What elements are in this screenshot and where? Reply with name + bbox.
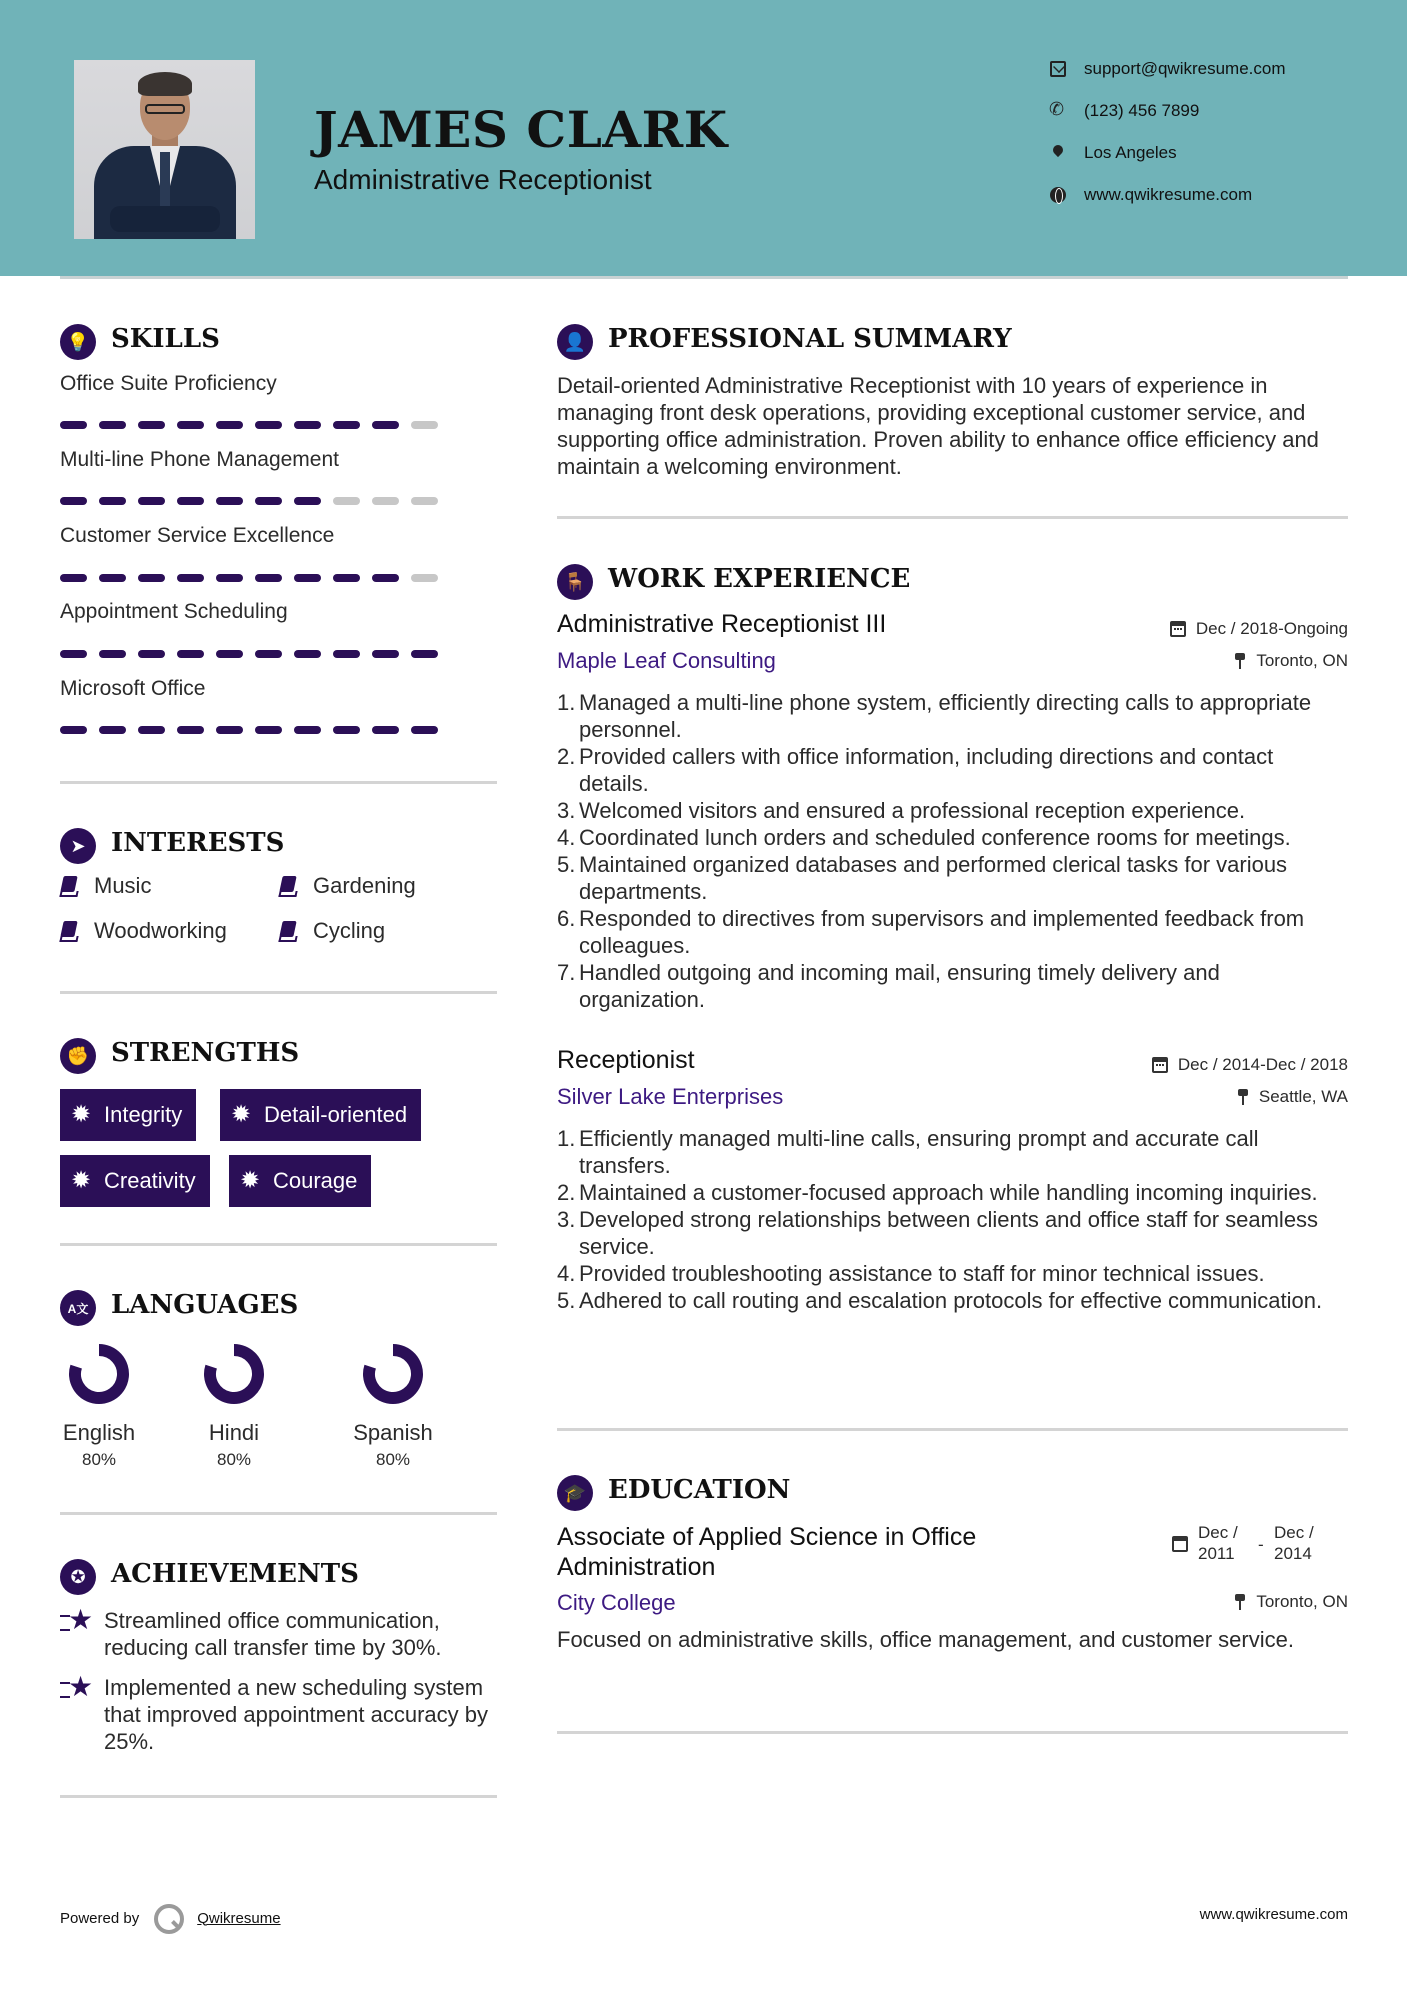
contact-location bbox=[1050, 140, 1177, 166]
language-ring-arc bbox=[369, 1350, 417, 1398]
skill-dash bbox=[60, 574, 87, 582]
candidate-name: JAMES CLARK bbox=[314, 100, 728, 159]
duty-item bbox=[557, 1287, 1347, 1314]
skill-label: Multi-line Phone Management bbox=[60, 448, 339, 471]
skill-dash bbox=[177, 650, 204, 658]
education-description: Focused on administrative skills, office management, and customer service. bbox=[557, 1627, 1294, 1652]
strength-chip bbox=[60, 1089, 196, 1141]
duty-number: 1. bbox=[557, 1126, 576, 1151]
skill-dash bbox=[177, 574, 204, 582]
star-icon bbox=[60, 1609, 94, 1639]
skill-dash bbox=[372, 574, 399, 582]
education-location bbox=[1234, 1592, 1348, 1612]
skill-dash bbox=[216, 421, 243, 429]
skill-dash bbox=[294, 726, 321, 734]
duty-text: Efficiently managed multi-line calls, ensuring prompt and accurate call transfers. bbox=[579, 1126, 1259, 1178]
skill-dash bbox=[333, 421, 360, 429]
footer-url[interactable]: www.qwikresume.com bbox=[1199, 1906, 1348, 1923]
interest-label: Cycling bbox=[313, 918, 386, 943]
brand-link[interactable]: Qwikresume bbox=[197, 1909, 281, 1927]
duty-item bbox=[557, 689, 1347, 743]
job-title: Receptionist bbox=[557, 1046, 695, 1074]
globe-icon bbox=[1050, 187, 1066, 203]
skill-dash bbox=[138, 421, 165, 429]
interest-item bbox=[279, 873, 416, 899]
skill-dash bbox=[255, 650, 282, 658]
header-divider bbox=[60, 276, 1348, 279]
job-location bbox=[1234, 651, 1348, 671]
duty-text: Developed strong relationships between clients and office staff for seamless service. bbox=[579, 1207, 1319, 1259]
badge-icon bbox=[72, 1171, 92, 1191]
language-name: English bbox=[62, 1420, 136, 1445]
job-company: Maple Leaf Consulting bbox=[557, 648, 776, 673]
book-icon bbox=[279, 876, 297, 896]
job-company: Silver Lake Enterprises bbox=[557, 1084, 784, 1109]
education-location-text: Toronto, ON bbox=[1256, 1592, 1348, 1611]
summary-heading: PROFESSIONAL SUMMARY bbox=[608, 324, 1012, 354]
book-icon bbox=[60, 921, 78, 941]
section-divider bbox=[60, 991, 497, 994]
section-divider bbox=[557, 1731, 1348, 1734]
job-dates-text: Dec / 2018-Ongoing bbox=[1195, 619, 1348, 638]
fist-icon: ✊ bbox=[60, 1038, 96, 1074]
skill-dash bbox=[177, 726, 204, 734]
skill-level-bar bbox=[60, 497, 450, 505]
job-duties bbox=[557, 1125, 1347, 1314]
education-date-separator: - bbox=[1258, 1535, 1264, 1554]
phone-text: (123) 456 7899 bbox=[1084, 101, 1200, 120]
duty-number: 4. bbox=[557, 825, 576, 850]
skill-dash bbox=[138, 497, 165, 505]
interest-item bbox=[279, 918, 385, 944]
summary-text: Detail-oriented Administrative Receptionist with 10 years of experience in managing front desk operations, providing exceptional customer service, and supporting office administration. Proven ability to enhance office efficiency and maintain a welcoming environment. bbox=[557, 373, 1319, 479]
pushpin-icon bbox=[1237, 1089, 1249, 1105]
strength-label: Detail-oriented bbox=[264, 1102, 408, 1127]
badge-icon bbox=[232, 1105, 252, 1125]
achievement-item bbox=[60, 1607, 490, 1661]
duty-text: Maintained organized databases and performed clerical tasks for various departments. bbox=[579, 852, 1288, 904]
experience-heading: WORK EXPERIENCE bbox=[608, 564, 911, 594]
powered-by-label: Powered by bbox=[60, 1909, 140, 1927]
language-name: Hindi bbox=[208, 1420, 260, 1445]
strength-label: Courage bbox=[273, 1168, 358, 1193]
skill-level-bar bbox=[60, 421, 450, 429]
mail-icon bbox=[1050, 61, 1066, 77]
education-dates bbox=[1172, 1522, 1334, 1564]
skill-label: Office Suite Proficiency bbox=[60, 372, 277, 395]
language-ring bbox=[361, 1342, 425, 1406]
map-pin-icon bbox=[1050, 145, 1066, 161]
language-ring-arc bbox=[210, 1350, 258, 1398]
contact-phone[interactable] bbox=[1050, 98, 1199, 124]
school-name: City College bbox=[557, 1590, 676, 1615]
duty-number: 4. bbox=[557, 1261, 576, 1286]
duty-text: Maintained a customer-focused approach while handling incoming inquiries. bbox=[579, 1180, 1318, 1205]
skill-level-bar bbox=[60, 574, 450, 582]
skill-level-bar bbox=[60, 726, 450, 734]
interest-item bbox=[60, 918, 227, 944]
job-location bbox=[1237, 1087, 1348, 1107]
calendar-icon bbox=[1172, 1536, 1188, 1552]
skill-dash bbox=[99, 726, 126, 734]
skill-dash bbox=[411, 650, 438, 658]
skill-dash bbox=[411, 421, 438, 429]
translate-icon: A文 bbox=[60, 1290, 96, 1326]
skill-dash bbox=[333, 726, 360, 734]
skill-dash bbox=[255, 497, 282, 505]
calendar-icon bbox=[1152, 1057, 1168, 1073]
language-percent: 80% bbox=[375, 1450, 411, 1469]
skill-dash bbox=[60, 650, 87, 658]
interest-label: Woodworking bbox=[94, 918, 227, 943]
duty-number: 7. bbox=[557, 960, 576, 985]
book-icon bbox=[279, 921, 297, 941]
skill-dash bbox=[177, 497, 204, 505]
strength-label: Creativity bbox=[104, 1168, 196, 1193]
skill-dash bbox=[255, 421, 282, 429]
pushpin-icon bbox=[1234, 1594, 1246, 1610]
language-item bbox=[179, 1342, 289, 1470]
job-dates bbox=[1152, 1055, 1348, 1075]
strength-chip bbox=[229, 1155, 371, 1207]
achievement-text: Streamlined office communication, reducing call transfer time by 30%. bbox=[104, 1608, 442, 1660]
language-name: Spanish bbox=[353, 1420, 433, 1445]
calendar-icon bbox=[1170, 621, 1186, 637]
duty-item bbox=[557, 1260, 1347, 1287]
duty-text: Adhered to call routing and escalation protocols for effective communication. bbox=[579, 1288, 1323, 1313]
section-divider bbox=[60, 781, 497, 784]
badge-icon bbox=[72, 1105, 92, 1125]
skill-dash bbox=[411, 574, 438, 582]
qwikresume-logo-icon bbox=[153, 1903, 183, 1933]
profile-photo bbox=[74, 60, 255, 239]
achievement-text: Implemented a new scheduling system that improved appointment accuracy by 25%. bbox=[104, 1675, 488, 1754]
skill-dash bbox=[294, 650, 321, 658]
strength-label: Integrity bbox=[104, 1102, 183, 1127]
skill-dash bbox=[60, 497, 87, 505]
skill-dash bbox=[372, 497, 399, 505]
duty-text: Handled outgoing and incoming mail, ensuring timely delivery and organization. bbox=[579, 960, 1220, 1012]
skill-dash bbox=[294, 574, 321, 582]
skill-dash bbox=[333, 497, 360, 505]
skills-heading: SKILLS bbox=[111, 324, 220, 354]
section-divider bbox=[60, 1512, 497, 1515]
contact-website[interactable] bbox=[1050, 182, 1252, 208]
section-divider bbox=[60, 1795, 497, 1798]
language-ring bbox=[202, 1342, 266, 1406]
skill-dash bbox=[99, 574, 126, 582]
strength-chip bbox=[60, 1155, 210, 1207]
language-percent: 80% bbox=[81, 1450, 117, 1469]
duty-item bbox=[557, 1125, 1347, 1179]
language-ring-arc bbox=[75, 1350, 123, 1398]
website-text: www.qwikresume.com bbox=[1084, 185, 1253, 204]
graduate-icon: 🎓 bbox=[557, 1475, 593, 1511]
skill-dash bbox=[60, 726, 87, 734]
skill-dash bbox=[333, 650, 360, 658]
duty-item bbox=[557, 959, 1347, 1013]
duty-text: Welcomed visitors and ensured a professional reception experience. bbox=[579, 798, 1246, 823]
duty-text: Provided callers with office information, including directions and contact details. bbox=[579, 744, 1274, 796]
skill-dash bbox=[138, 650, 165, 658]
duty-item bbox=[557, 1206, 1347, 1260]
section-divider bbox=[557, 1428, 1348, 1431]
education-start: Dec / 2011 bbox=[1198, 1523, 1238, 1563]
skill-dash bbox=[411, 497, 438, 505]
language-item bbox=[44, 1342, 154, 1470]
duty-text: Managed a multi-line phone system, efficiently directing calls to appropriate personnel. bbox=[579, 690, 1312, 742]
star-icon bbox=[60, 1676, 94, 1706]
duty-text: Responded to directives from supervisors and implemented feedback from colleagues. bbox=[579, 906, 1305, 958]
skill-dash bbox=[177, 421, 204, 429]
language-percent: 80% bbox=[216, 1450, 252, 1469]
interests-heading: INTERESTS bbox=[111, 828, 285, 858]
office-chair-icon: 🪑 bbox=[557, 564, 593, 600]
skill-dash bbox=[138, 574, 165, 582]
duty-item bbox=[557, 1179, 1347, 1206]
pushpin-icon bbox=[1234, 653, 1246, 669]
header-banner bbox=[0, 0, 1407, 276]
strengths-heading: STRENGTHS bbox=[111, 1038, 300, 1068]
skill-level-bar bbox=[60, 650, 450, 658]
education-end: Dec / 2014 bbox=[1274, 1523, 1314, 1563]
duty-number: 3. bbox=[557, 1207, 576, 1232]
skill-dash bbox=[333, 574, 360, 582]
skill-label: Microsoft Office bbox=[60, 677, 206, 700]
duty-number: 5. bbox=[557, 852, 576, 877]
duty-item bbox=[557, 743, 1347, 797]
job-location-text: Seattle, WA bbox=[1258, 1087, 1348, 1106]
skill-dash bbox=[294, 421, 321, 429]
job-duties bbox=[557, 689, 1347, 1013]
user-icon: 👤 bbox=[557, 324, 593, 360]
language-ring bbox=[67, 1342, 131, 1406]
section-divider bbox=[557, 516, 1348, 519]
phone-icon bbox=[1050, 103, 1066, 119]
skill-dash bbox=[216, 574, 243, 582]
skill-dash bbox=[255, 574, 282, 582]
duty-item bbox=[557, 851, 1347, 905]
skill-label: Customer Service Excellence bbox=[60, 524, 335, 547]
strength-chip bbox=[220, 1089, 421, 1141]
duty-number: 5. bbox=[557, 1288, 576, 1313]
achievement-item bbox=[60, 1674, 490, 1755]
skill-label: Appointment Scheduling bbox=[60, 600, 288, 623]
duty-item bbox=[557, 797, 1347, 824]
duty-text: Coordinated lunch orders and scheduled conference rooms for meetings. bbox=[579, 825, 1291, 850]
book-icon bbox=[60, 876, 78, 896]
duty-number: 2. bbox=[557, 744, 576, 769]
email-text: support@qwikresume.com bbox=[1084, 59, 1286, 78]
job-dates bbox=[1170, 619, 1348, 639]
skill-dash bbox=[99, 421, 126, 429]
duty-number: 6. bbox=[557, 906, 576, 931]
candidate-role: Administrative Receptionist bbox=[314, 164, 652, 195]
skill-dash bbox=[60, 421, 87, 429]
skill-dash bbox=[294, 497, 321, 505]
powered-by bbox=[60, 1903, 281, 1933]
badge-icon bbox=[241, 1171, 261, 1191]
job-dates-text: Dec / 2014-Dec / 2018 bbox=[1177, 1055, 1348, 1074]
skill-dash bbox=[372, 421, 399, 429]
duty-item bbox=[557, 824, 1347, 851]
language-item bbox=[338, 1342, 448, 1470]
duty-text: Provided troubleshooting assistance to staff for minor technical issues. bbox=[579, 1261, 1265, 1286]
skill-dash bbox=[99, 497, 126, 505]
duty-number: 1. bbox=[557, 690, 576, 715]
award-star-icon: ✪ bbox=[60, 1559, 96, 1595]
duty-item bbox=[557, 905, 1347, 959]
skill-dash bbox=[255, 726, 282, 734]
education-heading: EDUCATION bbox=[608, 1475, 791, 1505]
skill-dash bbox=[99, 650, 126, 658]
duty-number: 2. bbox=[557, 1180, 576, 1205]
paper-plane-icon: ➤ bbox=[60, 828, 96, 864]
job-location-text: Toronto, ON bbox=[1256, 651, 1348, 670]
degree-title: Associate of Applied Science in Office Administration bbox=[557, 1523, 977, 1581]
section-divider bbox=[60, 1243, 497, 1246]
skill-dash bbox=[216, 726, 243, 734]
skill-dash bbox=[372, 650, 399, 658]
skill-dash bbox=[216, 650, 243, 658]
job-title: Administrative Receptionist III bbox=[557, 610, 887, 638]
skill-dash bbox=[411, 726, 438, 734]
languages-heading: LANGUAGES bbox=[111, 1290, 299, 1320]
interest-item bbox=[60, 873, 151, 899]
skill-dash bbox=[216, 497, 243, 505]
skill-dash bbox=[138, 726, 165, 734]
lightbulb-icon: 💡 bbox=[60, 324, 96, 360]
duty-number: 3. bbox=[557, 798, 576, 823]
location-text: Los Angeles bbox=[1084, 143, 1177, 162]
contact-email[interactable] bbox=[1050, 56, 1286, 82]
skill-dash bbox=[372, 726, 399, 734]
interest-label: Music bbox=[94, 873, 152, 898]
interest-label: Gardening bbox=[313, 873, 416, 898]
achievements-heading: ACHIEVEMENTS bbox=[111, 1559, 359, 1589]
